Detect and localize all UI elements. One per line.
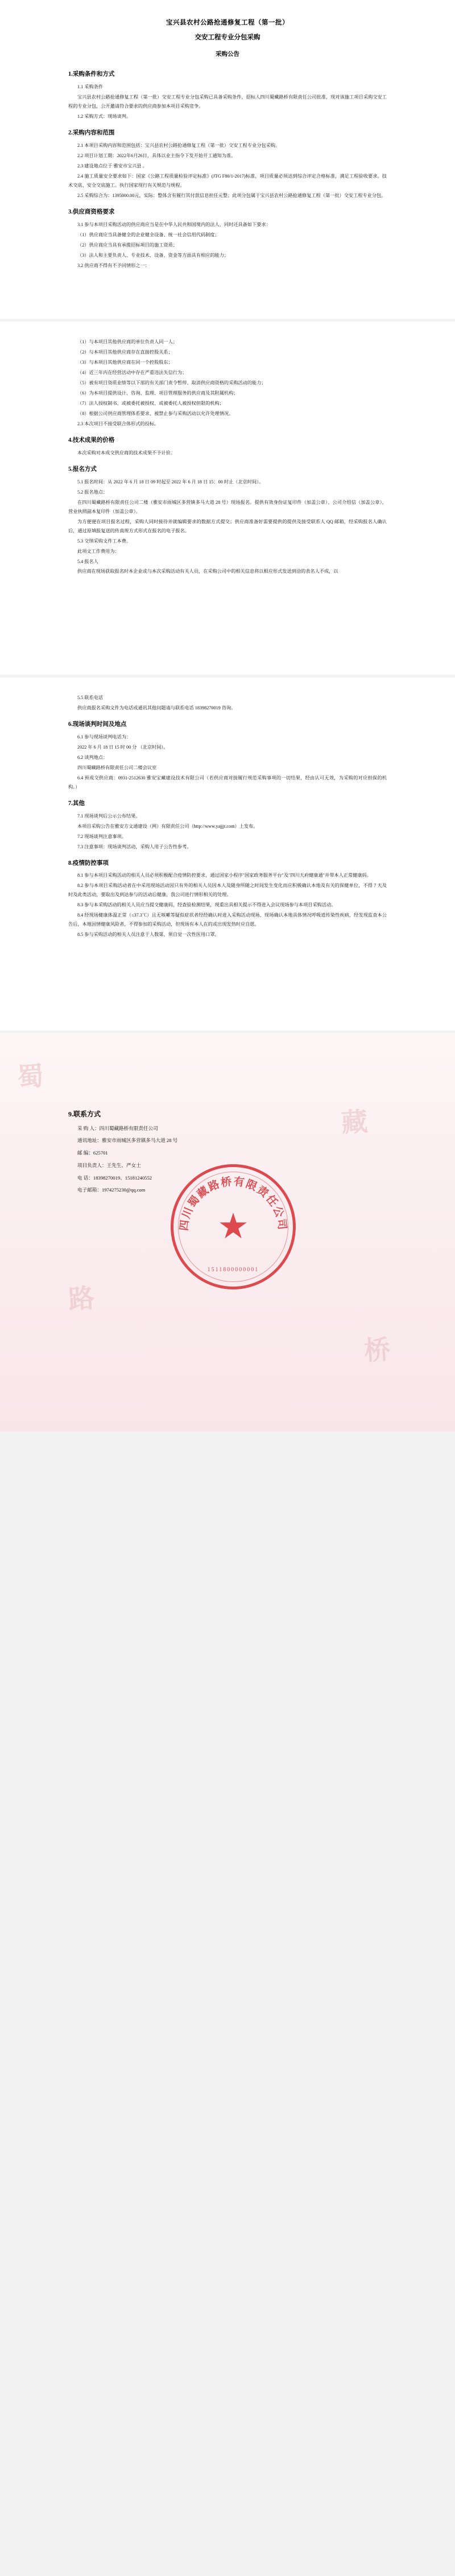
document-sheet-3 (0, 677, 455, 1030)
paragraph: 宝兴县农村公路抢通修复工程（第一批）交安工程专业分包采购已具备采购条件，招标人四川蜀藏路桥有限责任公司批准，现对该施工项目采购交安工程的专业分包，公开邀请符合要求的供应商参加本项目采购竞争。 (68, 95, 387, 109)
section-heading-5: 5.报名方式 (68, 466, 97, 473)
paragraph: （1）供应商应当具备健全的企业健全设备、统一社会信用代码制度； (77, 232, 220, 237)
paragraph: 本项目采购公告在雅安方文通建设（网）有限责任公司（http://www.yajjjt.com）上发布。 (77, 823, 258, 829)
paragraph: 供应商在现场获取报名时本企业或与本次采购活动有关人员，在采购公司中的相关信息将以相应形式发送到洽的表名人不成，以 (77, 569, 338, 574)
document-sheet-4 (0, 1033, 455, 1432)
paragraph: 为方便便在项目报名过程，采购人同时接待并就编辑要求的数据方式提交；供应商准备好需要提供的提供及接受联系人 QQ 邮箱，经采购报名人确认后，通过原填报复送的传真规方式形式在报名的电子报名。 (68, 519, 387, 533)
paragraph: 5.4 报名人 (77, 558, 98, 564)
paragraph: 3.2 供应商不得有不予同情形之一： (77, 262, 150, 268)
paragraph: 7.3 注意事项：现场谈判活动，采购人用子公告性参考。 (77, 844, 192, 849)
contact-line-email: 电子邮箱：1974275230@qq.com (77, 1187, 146, 1193)
paragraph: 8.1 参与本项目采购活动的相关人员必须积极配合疫情防控要求，通过国家小程序"国家政务服务平台"及"四川天府健康通"并带本人正常健康码。 (77, 873, 371, 878)
paragraph: （3）与本项目其他供应商在同一个控股股东； (77, 359, 173, 365)
contact-line-phone: 电 话：18398270019、15181240552 (77, 1174, 152, 1181)
contact-line-address: 通讯地址：雅安市雨城区多营镇多马大道 28 号 (77, 1137, 178, 1144)
section-heading-7: 7.其他 (68, 800, 85, 807)
paragraph: 2.3 建设地点位于 雅安市宝兴县 。 (77, 163, 147, 169)
section-heading-2: 2.采购内容和范围 (68, 130, 115, 137)
section-heading-3: 3.供应商资格要求 (68, 208, 115, 215)
paragraph: 7.1 现场谈判后公示公布结果。 (77, 813, 140, 819)
paragraph: 8.3 参与本采购活动的相关人员应当提交健康码，经查验检测结果，现重出具相关提示不得进入会议现场参与本项目采购活动。 (77, 902, 336, 908)
paragraph: 5.5 联系电话 (77, 695, 104, 700)
seal-star-icon: ★ (217, 1207, 249, 1246)
paragraph: 2.4 施工质量安全要求如下：国家《公路工程质量检验评定标准》(JTG F80/1-2017)标准，项目质量必须达到综合评定合格标准，满足工程验收要求。技术交底、安全交底施工。执行国家现行有关规范与规程。 (68, 173, 387, 188)
paragraph: 2022 年 6 月 18 日 15 时 00 分 （北京时间）。 (77, 744, 168, 750)
document-title-line2: 交安工程专业分包采购 (195, 34, 260, 42)
paragraph: （2）与本项目其他供应商存在直接控股关系； (77, 349, 173, 355)
paragraph: 本次采购对本成交供应商的技术成果不予计价。 (77, 450, 175, 455)
paragraph: 2.2 项目计划工期：2022年6月26日，具体以业主指令下发开始开工通知为准。 (77, 153, 236, 158)
paragraph: 2.3 本次项目不接受联合体形式的投标。 (77, 421, 159, 426)
paragraph: （5）被有项目资质业绩等以下部的有关部门责令暂停、取消供应商资格的采购活动的能力； (77, 380, 266, 385)
paragraph: （4）近三年内在经营活动中存在严重违法失信行为； (77, 369, 187, 375)
document-title-line1: 宝兴县农村公路抢通修复工程（第一批） (166, 19, 289, 26)
seal-bottom-text: 1511800000001 (207, 1267, 259, 1273)
paragraph: 5.1 报名时间：从 2022 年 6 月 18 日 09 时起至 2022 年 6 月 18 日 15：00 时止（北京时间）。 (77, 479, 264, 484)
company-seal (171, 1164, 296, 1289)
svg-text:四川蜀藏路桥有限责任公司: 四川蜀藏路桥有限责任公司 (178, 1176, 288, 1232)
watermark-text: 藏 (340, 1107, 372, 1138)
paragraph: 8.4 经现场健康体温正常（≤37.3℃）且无咳嗽等疑似症状者经经确认时进入采购活动现场，现场确认本地具体情况呼吸道传染性疾病，经发现监查本公告后，本地因情健康风险者，不得参加的采购活动，但现场有本人在的或出现发热时应自愿。 (68, 913, 387, 927)
paragraph: 2.1 本项目采购内容和范围包括：宝兴县农村公路抢通修复工程（第一批）交安工程专业分包采购。 (77, 143, 280, 148)
watermark-text: 桥 (363, 1334, 395, 1366)
paragraph: 此项文工作费用为： (77, 548, 119, 554)
contact-line-purchaser: 采 购 人：四川蜀藏路桥有限责任公司 (77, 1125, 158, 1131)
paragraph: （1）与本项目其他供应商的单位负责人同一人； (77, 339, 178, 344)
document-sheet-1 (0, 0, 455, 319)
section-heading-4: 4.技术成果的价格 (68, 437, 115, 443)
paragraph: （8）根据公司供应商管理体系要求、被禁止参与采购活动以允许处理情况。 (77, 410, 234, 416)
paragraph: 3.1 参与本项目采购活动的供应商应当是在中华人民共和国境内的法人，同时还具备如下要求： (77, 221, 271, 227)
paragraph: 8.5 参与采购活动的相关人员注意于人数第，须自觉一次性医用口罩。 (77, 932, 220, 938)
paragraph: （2）供应商应当具有承揽招标项目的施工资质； (77, 242, 178, 248)
section-heading-6: 6.现场谈判时间及地点 (68, 721, 127, 728)
paragraph: 1.2 采购方式：现场谈判。 (77, 114, 131, 120)
contact-heading: 9.联系方式 (68, 1110, 101, 1118)
document-title-line3: 采购公告 (216, 51, 239, 57)
paragraph: 7.2 现场谈判注意事项。 (77, 833, 126, 839)
paragraph: 6.2 谈判地点： (77, 754, 108, 760)
paragraph: （3）法人和主要负责人、专业技术、设备、资金等方面具有相应的能力； (77, 252, 229, 258)
paragraph: （7）法人授权制书、或被委托被授权、或被委托人被授权但限的机构； (77, 400, 224, 406)
contact-line-manager: 项目负责人：王先生、严女士 (77, 1162, 141, 1168)
paragraph: 1.1 采购条件 (77, 84, 104, 90)
section-heading-8: 8.疫情防控事项 (68, 860, 109, 866)
paragraph: 5.3 交纳采购文件工本费。 (77, 538, 131, 544)
paragraph: （6）为本项目提供设计、咨询、监理、项目管理服务的供应商及其附属机构； (77, 390, 238, 396)
section-heading-1: 1.采购条件和方式 (68, 71, 115, 78)
document-sheet-2 (0, 322, 455, 675)
paragraph: 6.1 参与现场谈判电话为： (77, 734, 131, 739)
contact-line-postcode: 邮 编：625701 (77, 1150, 108, 1156)
paragraph: 四川蜀藏路桥有限责任公司二楼会议室 (77, 765, 157, 770)
paragraph: 6.4 预成交供应商：0931-2512630 雅安宝藏建设技术有限公司（若供应商对接履行规范采购事项的一切结果，经由认可无效，为采购的对应担保的机构。） (68, 775, 387, 790)
paragraph: 5.2 报名地点： (77, 489, 108, 495)
paragraph: 2.5 采购综合为：1395000.00元，实际：整体含有履行其付款信息担任元整；此项分包属于宝兴县农村公路抢通修复工程（第一批）交安工程专业分包。 (77, 192, 386, 198)
watermark-text: 路 (67, 1283, 99, 1314)
paragraph: 在四川蜀藏路桥有限责任公司二楼（雅安市雨城区多营镇多马大道 28 号）现场报名。提供有效身份证复印件（加盖公章）、公司介绍信（加盖公章），营业执照副本复印件（加盖公章）。 (68, 499, 387, 514)
paragraph: 8.2 参与本项目采购活动者在中采用现场活动因只有外的相关人员因本人及随身所随之时间发生变化而应积极确认本地及有关的保健单位，不得 7 天及时及此类活动，要取出及到达参与的活动后健康，我公司进行情形相关的处理。 (68, 883, 387, 898)
watermark-text: 蜀 (16, 1061, 48, 1092)
paragraph: 供应商报名采购文件为电话或通讯其他问题请与联系电话 18398270019 咨询。 (77, 705, 236, 710)
